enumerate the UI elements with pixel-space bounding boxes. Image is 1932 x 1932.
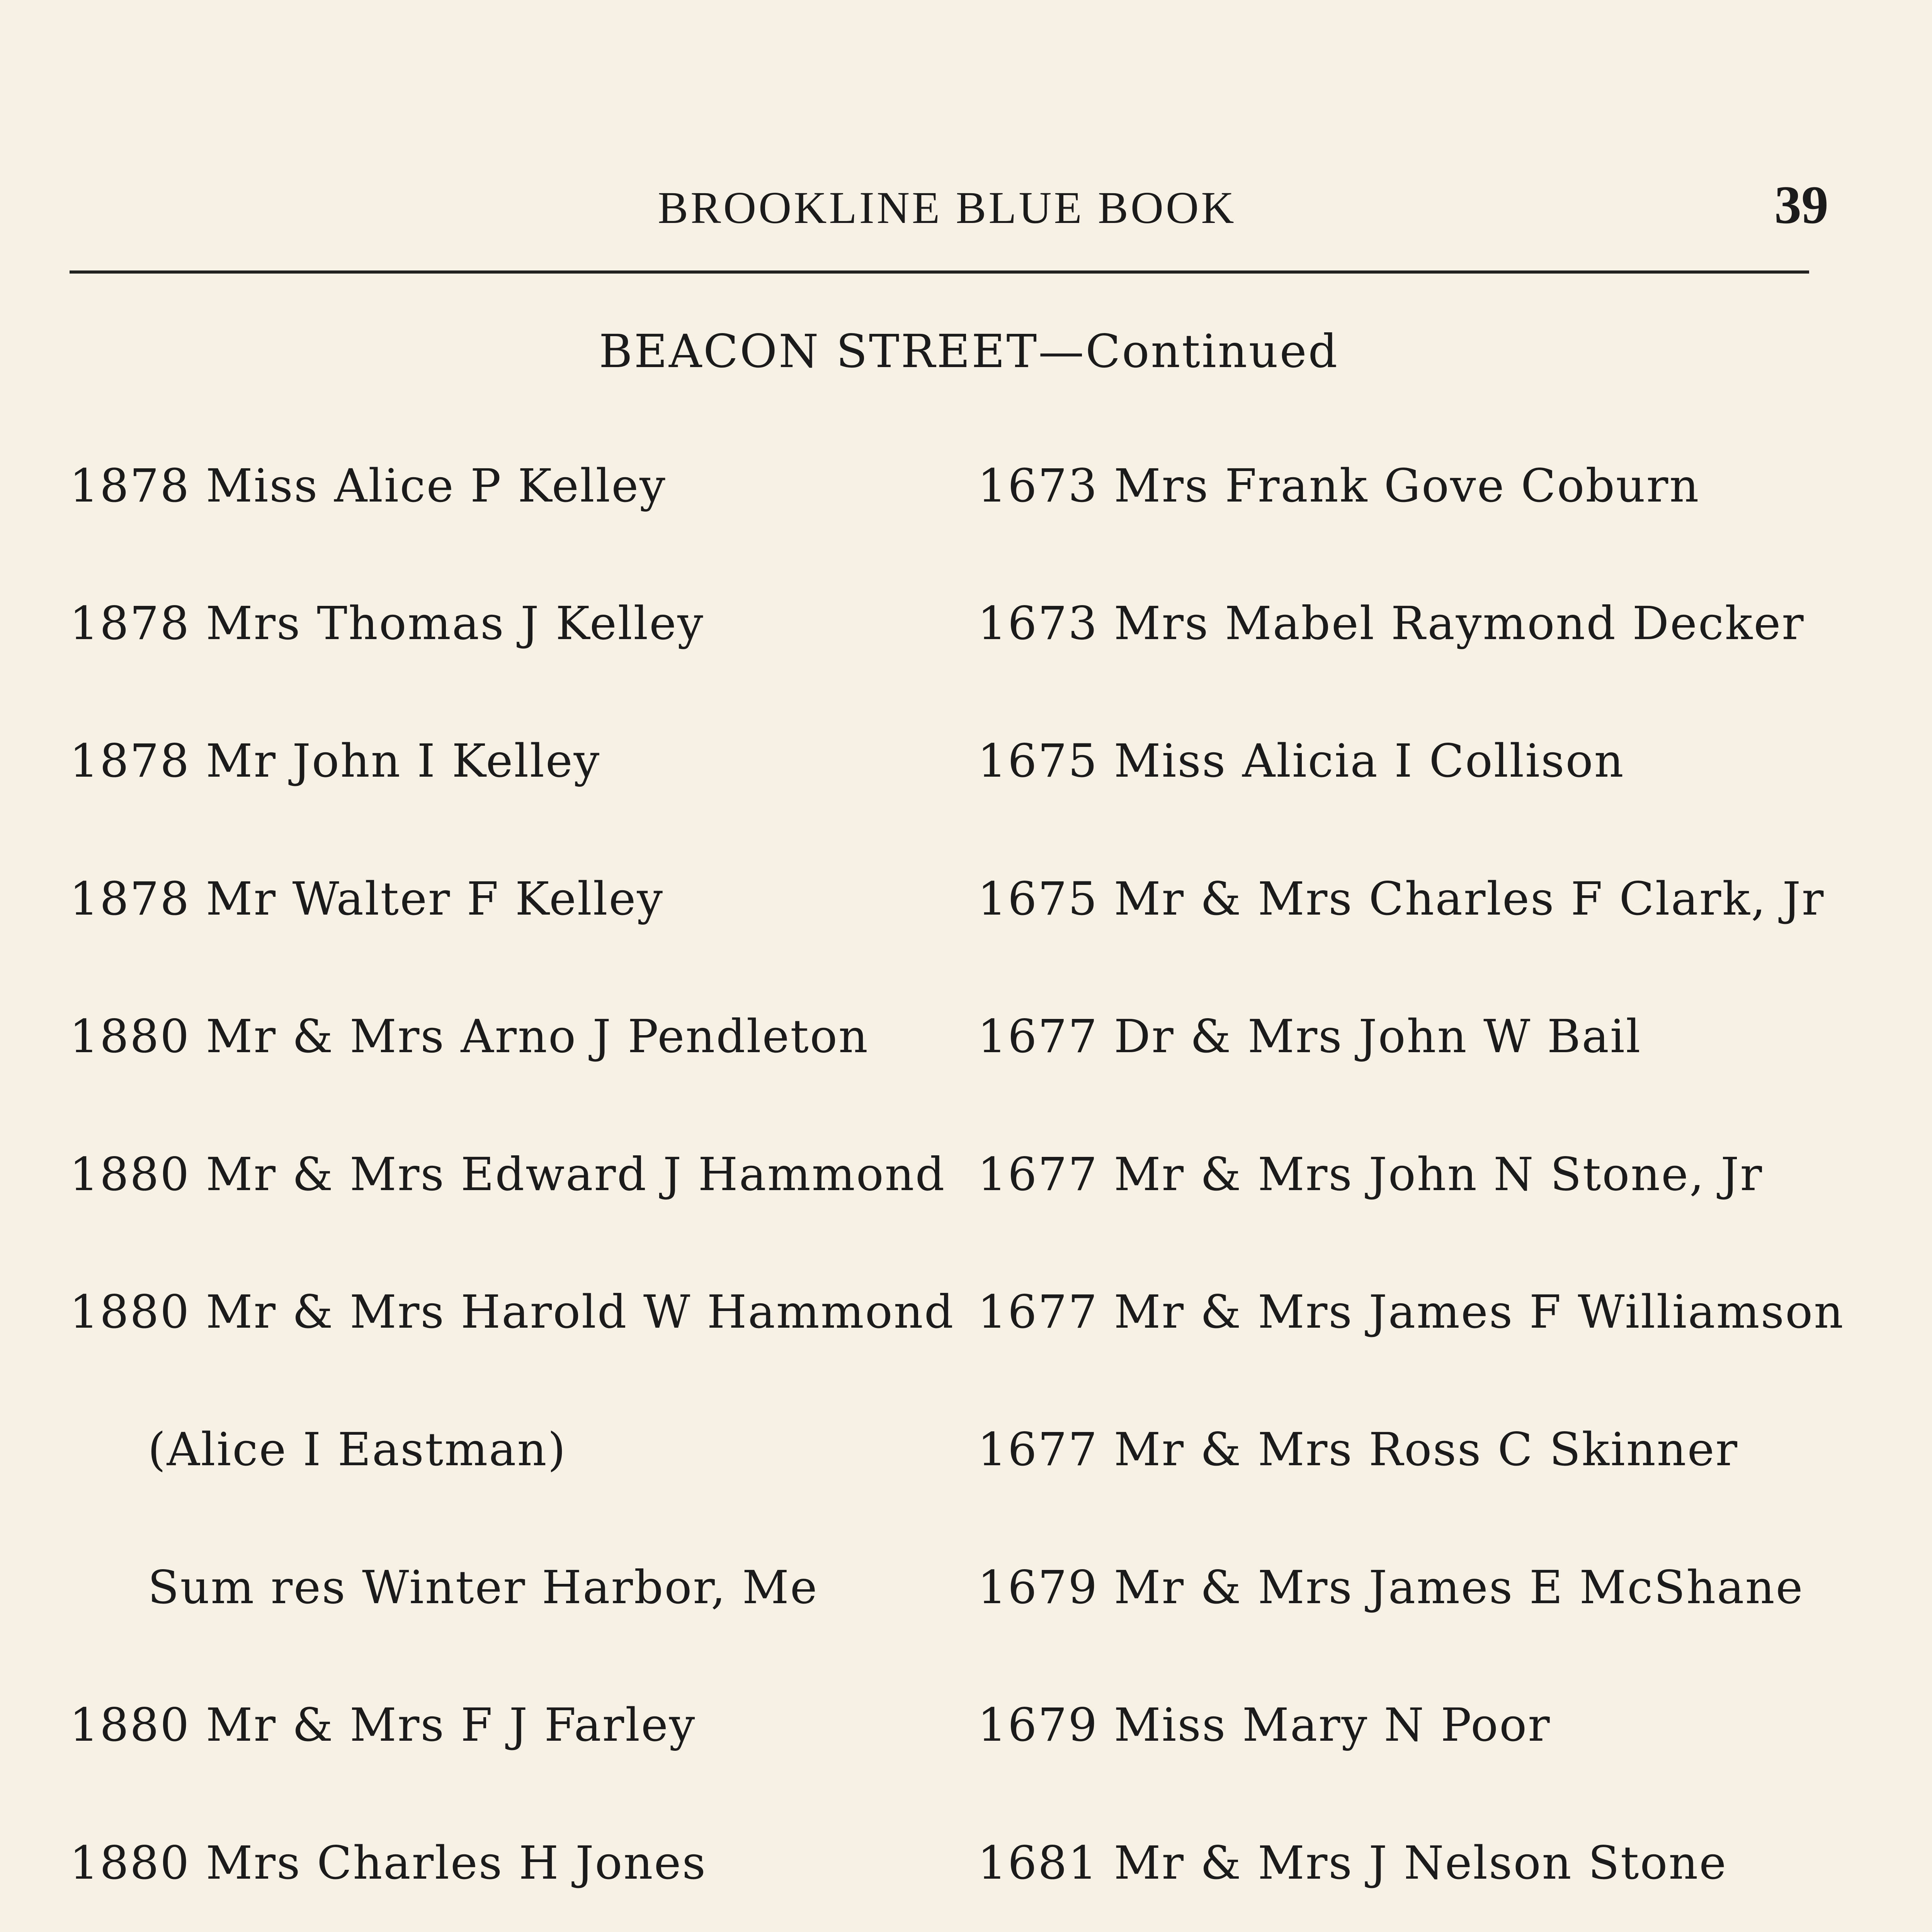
right-column [978, 371, 1845, 1932]
page-number: 39 [1774, 175, 1828, 235]
list-item: 1880 Mrs Charles H Jones [70, 1836, 707, 1889]
list-item: (Alice I Eastman) [70, 1423, 567, 1476]
left-column [70, 371, 966, 1932]
list-item: 1880 Mr & Mrs Edward J Hammond [70, 1147, 946, 1201]
list-item: 1878 Miss Alice P Kelley [70, 459, 667, 512]
list-item: Sum res Winter Harbor, Me [70, 1560, 818, 1614]
list-item: 1675 Mr & Mrs Charles F Clark, Jr [978, 872, 1825, 925]
page-header [70, 175, 1828, 243]
list-item: 1677 Dr & Mrs John W Bail [978, 1010, 1642, 1063]
list-item: 1681 Mr & Mrs J Nelson Stone [978, 1836, 1728, 1889]
list-item: 1878 Mr Walter F Kelley [70, 872, 664, 925]
list-item: 1677 Mr & Mrs Ross C Skinner [978, 1423, 1739, 1476]
header-rule [70, 270, 1809, 274]
list-item: 1878 Mrs Thomas J Kelley [70, 596, 704, 650]
list-item: 1880 Mr & Mrs Arno J Pendleton [70, 1010, 869, 1063]
section-title: BEACON STREET—Continued [599, 325, 1339, 378]
list-item: 1675 Miss Alicia I Collison [978, 734, 1625, 788]
list-item: 1673 Mrs Frank Gove Coburn [978, 459, 1700, 512]
list-item: 1679 Mr & Mrs James E McShane [978, 1560, 1804, 1614]
running-title: BROOKLINE BLUE BOOK [658, 182, 1236, 233]
list-item: 1677 Mr & Mrs James F Williamson [978, 1285, 1845, 1338]
list-item: 1679 Miss Mary N Poor [978, 1698, 1551, 1752]
list-item: 1880 Mr & Mrs Harold W Hammond [70, 1285, 955, 1338]
list-item: 1878 Mr John I Kelley [70, 734, 601, 788]
list-item: 1673 Mrs Mabel Raymond Decker [978, 596, 1805, 650]
list-item: 1880 Mr & Mrs F J Farley [70, 1698, 696, 1752]
list-item: 1677 Mr & Mrs John N Stone, Jr [978, 1147, 1763, 1201]
